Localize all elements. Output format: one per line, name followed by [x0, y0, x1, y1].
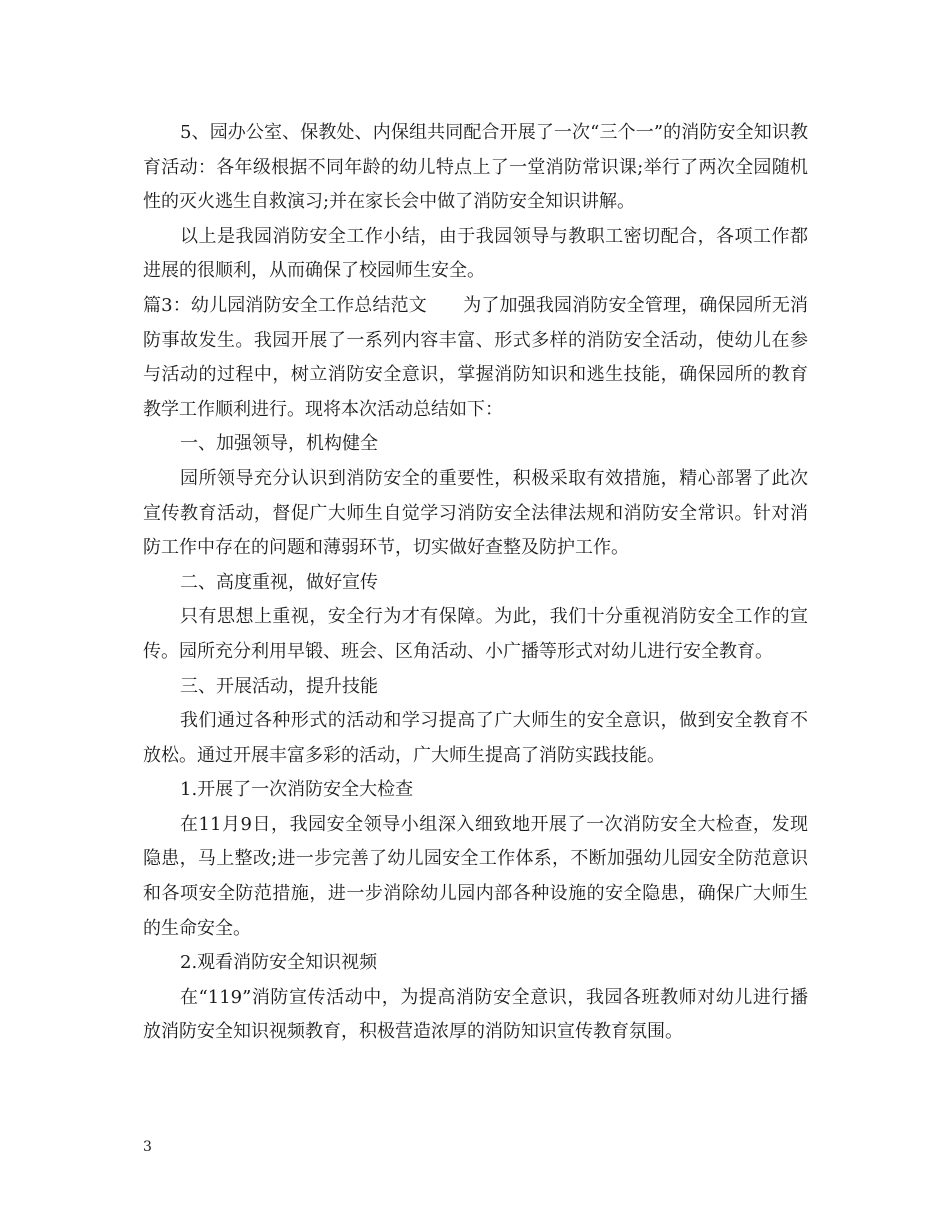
document-body — [143, 116, 808, 1050]
subheading-1: 1.开展了一次消防安全大检查 — [180, 779, 414, 801]
paragraph-section-3: 我们通过各种形式的活动和学习提高了广大师生的安全意识，做到安全教育不放松。通过开展丰富多彩的活动，广大师生提高了消防实践技能。 — [143, 710, 808, 766]
paragraph-subsection-1: 在11月9日，我园安全领导小组深入细致地开展了一次消防安全大检查，发现隐患，马上整改;进一步完善了幼儿园安全工作体系，不断加强幼儿园安全防范意识和各项安全防范措施，进一步消除幼儿园内部各种设施的安全隐患，确保广大师生的生命安全。 — [143, 813, 808, 939]
paragraph-subsection-2: 在“119”消防宣传活动中，为提高消防安全意识，我园各班教师对幼儿进行播放消防安全知识视频教育，积极营造浓厚的消防知识宣传教育氛围。 — [143, 986, 808, 1043]
section-heading-1: 一、加强领导，机构健全 — [180, 433, 378, 455]
paragraph-section-1: 园所领导充分认识到消防安全的重要性，积极采取有效措施，精心部署了此次宣传教育活动，督促广大师生自觉学习消防安全法律法规和消防安全常识。针对消防工作中存在的问题和薄弱环节，切实做好查整及防护工作。 — [143, 467, 808, 559]
paragraph-article-3-intro: 篇3：幼儿园消防安全工作总结范文 为了加强我园消防安全管理，确保园所无消防事故发生。我园开展了一系列内容丰富、形式多样的消防安全活动，使幼儿在参与活动的过程中，树立消防安全意识，掌握消防知识和逃生技能，确保园所的教育教学工作顺利进行。现将本次活动总结如下： — [143, 294, 808, 420]
paragraph-summary: 以上是我园消防安全工作小结，由于我园领导与教职工密切配合，各项工作都进展的很顺利，从而确保了校园师生安全。 — [143, 225, 808, 282]
paragraph-section-2: 只有思想上重视，安全行为才有保障。为此，我们十分重视消防安全工作的宣传。园所充分利用早锻、班会、区角活动、小广播等形式对幼儿进行安全教育。 — [143, 606, 808, 662]
section-heading-3: 三、开展活动，提升技能 — [180, 675, 378, 697]
section-heading-2: 二、高度重视，做好宣传 — [180, 571, 378, 593]
paragraph-item-5: 5、园办公室、保教处、内保组共同配合开展了一次“三个一”的消防安全知识教育活动：各年级根据不同年龄的幼儿特点上了一堂消防常识课;举行了两次全园随机性的灭火逃生自救演习;并在家长会中做了消防安全知识讲解。 — [143, 122, 808, 213]
page-number: 3 — [143, 1139, 152, 1155]
subheading-2: 2.观看消防安全知识视频 — [180, 952, 378, 974]
